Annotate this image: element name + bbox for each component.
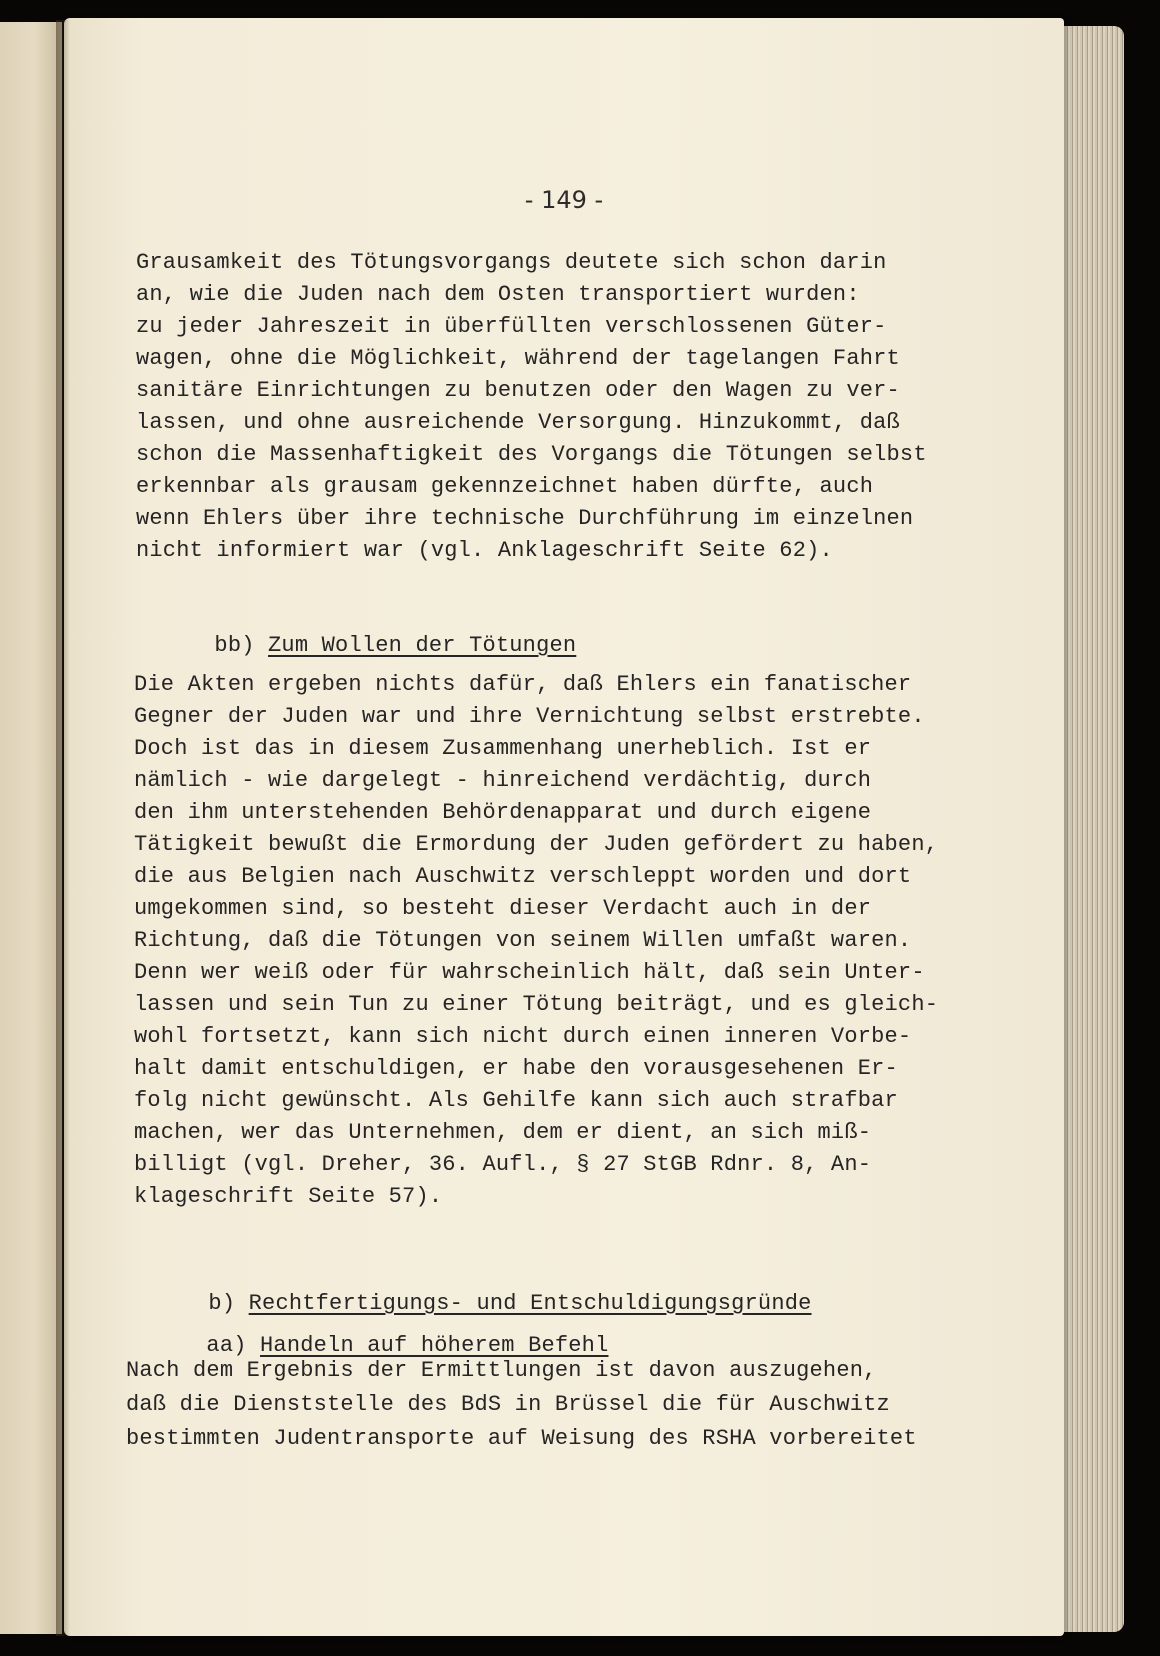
text-line: sanitäre Einrichtungen zu benutzen oder den Wagen zu ver- [136,378,900,403]
previous-page-edge [0,22,62,1634]
text-line: machen, wer das Unternehmen, dem er dient, an sich miß- [134,1120,872,1145]
text-line: an, wie die Juden nach dem Osten transportiert wurden: [136,282,860,307]
page-number: - 149 - [524,186,604,214]
text-line: Grausamkeit des Tötungsvorgangs deutete sich schon darin [136,250,887,275]
text-line: wenn Ehlers über ihre technische Durchführung im einzelnen [136,506,914,531]
text-line: erkennbar als grausam gekennzeichnet haben dürfte, auch [136,474,874,499]
heading-prefix: b) [208,1291,249,1316]
text-line: lassen und sein Tun zu einer Tötung beiträgt, und es gleich- [134,992,939,1017]
paragraph-1 [136,250,927,563]
text-line: klageschrift Seite 57). [134,1184,443,1209]
paragraph-3 [126,1358,917,1483]
heading-title: Zum Wollen der Tötungen [268,633,577,658]
text-line: folg nicht gewünscht. Als Gehilfe kann sich auch strafbar [134,1088,898,1113]
text-line: Denn wer weiß oder für wahrscheinlich hält, daß sein Unter- [134,960,925,985]
text-line: Doch ist das in diesem Zusammenhang unerheblich. Ist er [134,736,872,761]
text-line: die aus Belgien nach Auschwitz verschleppt worden und dort [134,864,912,889]
heading-title: Rechtfertigungs- und Entschuldigungsgründe [248,1291,812,1316]
text-line: wohl fortsetzt, kann sich nicht durch einen inneren Vorbe- [134,1024,912,1049]
text-line: nicht informiert war (vgl. Anklageschrift Seite 62). [136,538,833,563]
text-line: Gegner der Juden war und ihre Vernichtung selbst erstrebte. [134,704,925,729]
text-line: den ihm unterstehenden Behördenapparat und durch eigene [134,800,872,825]
text-line: umgekommen sind, so besteht dieser Verdacht auch in der [134,896,872,921]
text-line: Nach dem Ergebnis der Ermittlungen ist davon auszugehen, [126,1358,877,1383]
text-line: nämlich - wie dargelegt - hinreichend verdächtig, durch [134,768,872,793]
text-line: zu jeder Jahreszeit in überfüllten verschlossenen Güter- [136,314,887,339]
text-line: Richtung, daß die Tötungen von seinem Willen umfaßt waren. [134,928,912,953]
text-line: wagen, ohne die Möglichkeit, während der tagelangen Fahrt [136,346,900,371]
text-line: lassen, und ohne ausreichende Versorgung. Hinzukommt, daß [136,410,900,435]
text-line: Tätigkeit bewußt die Ermordung der Juden gefördert zu haben, [134,832,939,857]
text-line: daß die Dienststelle des BdS in Brüssel die für Auschwitz [126,1392,890,1417]
text-line: halt damit entschuldigen, er habe den vorausgesehenen Er- [134,1056,898,1081]
heading-title: Handeln auf höherem Befehl [260,1333,609,1358]
spine-shadow [56,20,70,1636]
text-line: schon die Massenhaftigkeit des Vorgangs die Tötungen selbst [136,442,927,467]
document-page [64,18,1064,1636]
heading-prefix: bb) [214,633,269,658]
text-line: bestimmten Judentransporte auf Weisung des RSHA vorbereitet [126,1426,917,1451]
text-line: Die Akten ergeben nichts dafür, daß Ehlers ein fanatischer [134,672,912,697]
paragraph-2 [134,672,939,1209]
heading-prefix: aa) [206,1333,261,1358]
text-line: billigt (vgl. Dreher, 36. Aufl., § 27 StGB Rdnr. 8, An- [134,1152,872,1177]
